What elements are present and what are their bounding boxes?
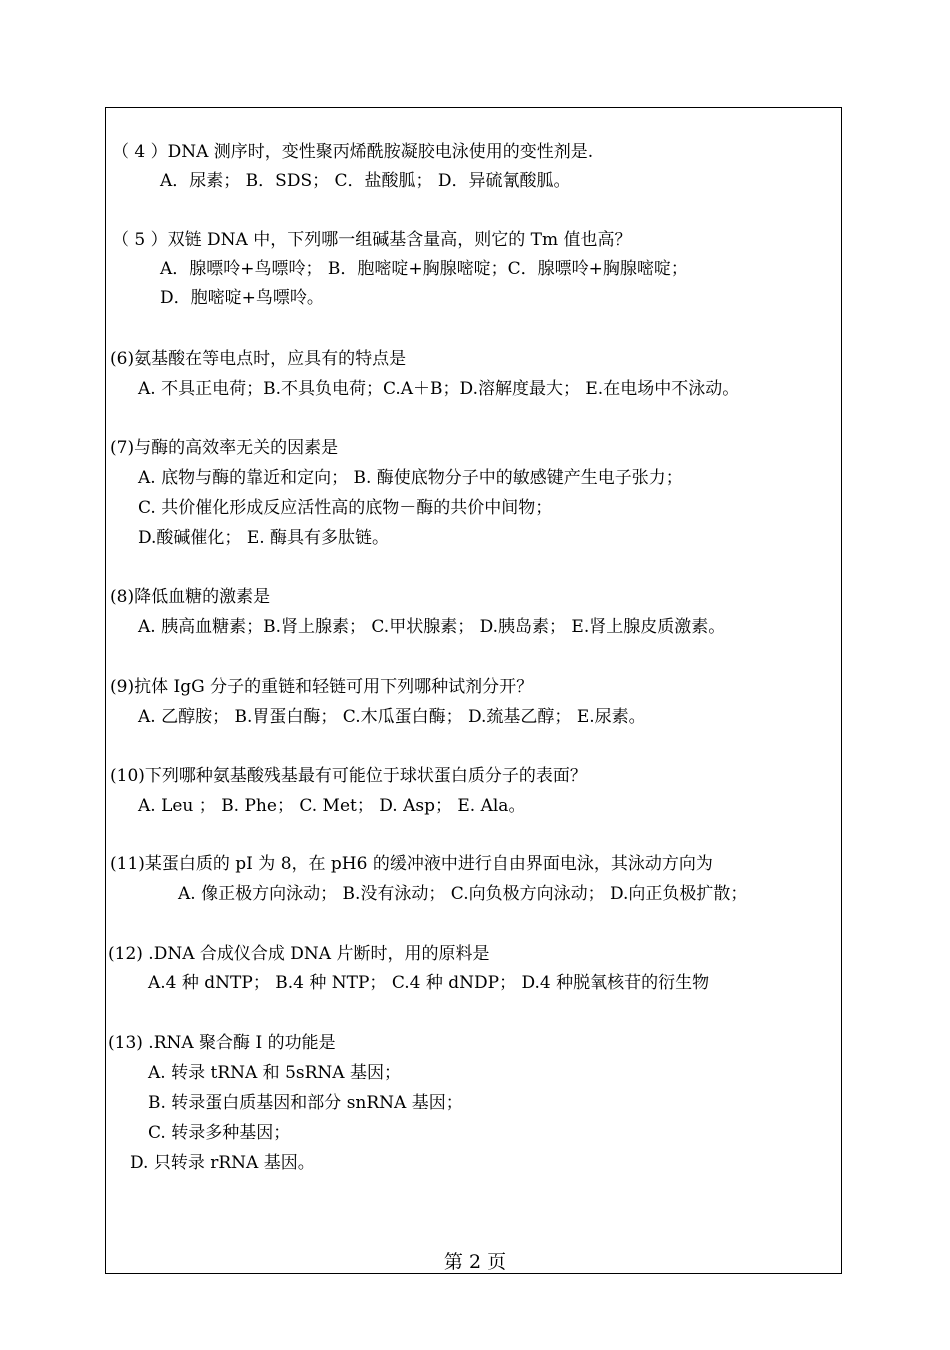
- question-13-stem: (13) .RNA 聚合酶 I 的功能是: [108, 1033, 336, 1053]
- question-8-stem: (8)降低血糖的激素是: [110, 587, 271, 607]
- question-13-option-b: B. 转录蛋白质基因和部分 snRNA 基因；: [148, 1093, 463, 1113]
- question-7-stem: (7)与酶的高效率无关的因素是: [110, 438, 339, 458]
- question-4-options: A．尿素； B．SDS； C．盐酸胍； D．异硫氰酸胍。: [160, 171, 571, 191]
- question-13-option-a: A. 转录 tRNA 和 5sRNA 基因；: [148, 1063, 401, 1083]
- question-7-options-line-3: D.酸碱催化； E. 酶具有多肽链。: [138, 528, 390, 548]
- question-12-options: A.4 种 dNTP； B.4 种 NTP； C.4 种 dNDP； D.4 种脱氧核苷的衍生物: [148, 973, 710, 993]
- question-10-options: A. Leu ； B. Phe； C. Met； D. Asp； E. Ala。: [138, 796, 526, 816]
- question-12-stem: (12) .DNA 合成仪合成 DNA 片断时，用的原料是: [108, 944, 490, 964]
- question-5-options-line-1: A．腺嘌呤+鸟嘌呤； B．胞嘧啶+胸腺嘧啶；C．腺嘌呤+胸腺嘧啶；: [160, 259, 688, 279]
- page-number: 第 2 页: [443, 1251, 507, 1273]
- question-13-option-d: D. 只转录 rRNA 基因。: [130, 1153, 315, 1173]
- question-11-options: A. 像正极方向泳动； B.没有泳动； C.向负极方向泳动； D.向正负极扩散；: [178, 884, 748, 904]
- question-9-stem: (9)抗体 IgG 分子的重链和轻链可用下列哪种试剂分开？: [110, 677, 534, 697]
- question-7-options-line-2: C. 共价催化形成反应活性高的底物－酶的共价中间物；: [138, 498, 553, 518]
- question-8-options: A. 胰高血糖素；B.肾上腺素； C.甲状腺素； D.胰岛素； E.肾上腺皮质激素。: [138, 617, 726, 637]
- question-6-stem: (6)氨基酸在等电点时，应具有的特点是: [110, 349, 407, 369]
- question-5-options-line-2: D．胞嘧啶+鸟嘌呤。: [160, 288, 324, 308]
- question-5-stem: （ 5 ）双链 DNA 中，下列哪一组碱基含量高，则它的 Tm 值也高？: [112, 230, 632, 250]
- question-10-stem: (10)下列哪种氨基酸残基最有可能位于球状蛋白质分子的表面？: [110, 766, 587, 786]
- question-11-stem: (11)某蛋白质的 pI 为 8，在 pH6 的缓冲液中进行自由界面电泳，其泳动方向为: [110, 854, 713, 874]
- question-4-stem: （ 4 ）DNA 测序时，变性聚丙烯酰胺凝胶电泳使用的变性剂是.: [112, 142, 594, 162]
- question-6-options: A. 不具正电荷；B.不具负电荷；C.A＋B；D.溶解度最大； E.在电场中不泳动。: [138, 379, 740, 399]
- question-7-options-line-1: A. 底物与酶的靠近和定向； B. 酶使底物分子中的敏感键产生电子张力；: [138, 468, 683, 488]
- question-9-options: A. 乙醇胺； B.胃蛋白酶； C.木瓜蛋白酶； D.巯基乙醇； E.尿素。: [138, 707, 646, 727]
- question-13-option-c: C. 转录多种基因；: [148, 1123, 291, 1143]
